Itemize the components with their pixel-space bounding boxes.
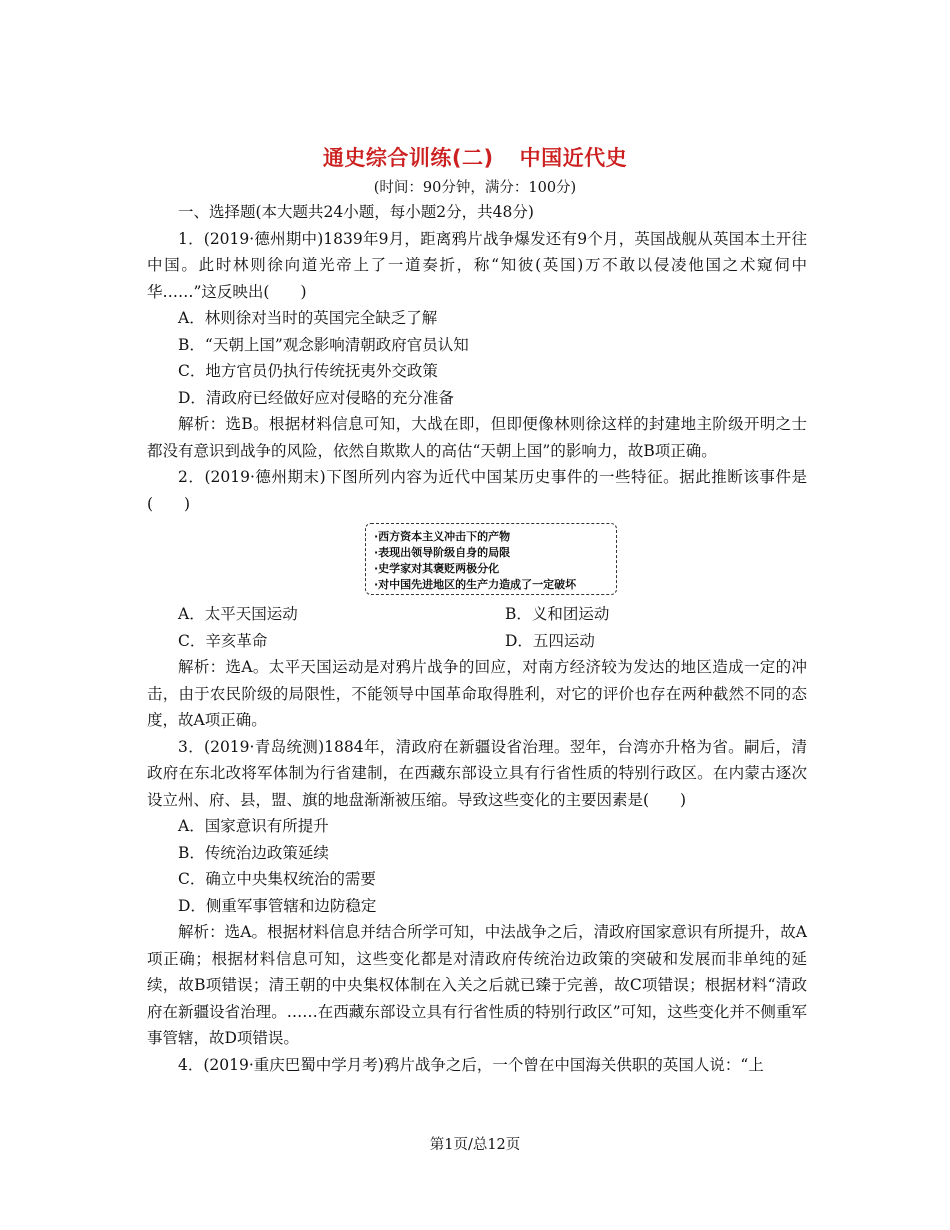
exam-info: (时间：90分钟，满分：100分) (373, 180, 577, 196)
title-main: 通史综合训练(二) (322, 146, 494, 170)
q2-analysis: 解析：选A。太平天国运动是对鸦片战争的回应，对南方经济较为发达的地区造成一定的冲击，由于农民阶级的局限性，不能领导中国革命取得胜利，对它的评价也存在两种截然不同的态度，故A项正确。 (147, 658, 807, 729)
page-title (0, 142, 950, 172)
q2-options-row-1 (147, 601, 807, 628)
q2-option-a: A．太平天国运动 (178, 605, 298, 623)
q2-option-d: D．五四运动 (505, 631, 595, 650)
q2-option-c: C．辛亥革命 (178, 631, 268, 650)
q1-option-a: A．林则徐对当时的英国完全缺乏了解 (178, 309, 438, 327)
question-content (147, 199, 807, 1078)
q3-analysis: 解析：选A。根据材料信息并结合所学可知，中法战争之后，清政府国家意识有所提升，故A项正确；根据材料信息可知，这些变化都是对清政府传统治边政策的突破和发展而非单纯的延续，故B项错误；清王朝的中央集权体制在入关之后就已臻于完善，故C项错误；根据材料“清政府在新疆设省治理。……在西藏东部设立具有行省性质的特别行政区”可知，这些变化并不侧重军事管辖，故D项错误。 (147, 923, 807, 1047)
page-number: 第1页/总12页 (429, 1137, 521, 1153)
q2-option-b: B．义和团运动 (505, 605, 610, 623)
q2-box-item: ·史学家对其褒贬两极分化 (374, 562, 500, 575)
q1-option-d: D．清政府已经做好应对侵略的充分准备 (178, 388, 454, 407)
q3-stem: 3．(2019·青岛统测)1884年，清政府在新疆设省治理。翌年，台湾亦升格为省。嗣后，清政府在东北改将军体制为行省建制，在西藏东部设立具有行省性质的特别行政区。在内蒙古逐次设立州、府、县，盟、旗的地盘渐渐被压缩。导致这些变化的主要因素是( ) (147, 737, 807, 809)
q4-stem: 4．(2019·重庆巴蜀中学月考)鸦片战争之后，一个曾在中国海关供职的英国人说：“上 (178, 1055, 764, 1074)
q1-option-b: B．“天朝上国”观念影响清朝政府官员认知 (178, 335, 469, 354)
q2-box-item: ·西方资本主义冲击下的产物 (374, 530, 511, 543)
q1-option-c: C．地方官员仍执行传统抚夷外交政策 (178, 362, 438, 380)
q2-options-row-2 (147, 628, 807, 655)
title-sub: 中国近代史 (519, 146, 628, 170)
q3-option-d: D．侧重军事管辖和边防稳定 (178, 896, 377, 915)
q2-box-item: ·对中国先进地区的生产力造成了一定破坏 (374, 578, 577, 591)
section-heading: 一、选择题(本大题共24小题，每小题2分，共48分) (178, 203, 534, 221)
q2-feature-box (365, 523, 617, 595)
q2-figure (147, 517, 807, 601)
q2-stem: 2．(2019·德州期末)下图所列内容为近代中国某历史事件的一些特征。据此推断该事件是( ) (147, 468, 807, 513)
q2-box-item: ·表现出领导阶级自身的局限 (374, 546, 511, 559)
q3-option-b: B．传统治边政策延续 (178, 843, 329, 862)
q3-option-c: C．确立中央集权统治的需要 (178, 870, 376, 888)
q1-stem: 1．(2019·德州期中)1839年9月，距离鸦片战争爆发还有9个月，英国战舰从英国本土开往中国。此时林则徐向道光帝上了一道奏折，称“知彼(英国)万不敢以侵凌他国之术窥伺中华……”这反映出( ) (147, 229, 807, 301)
q3-option-a: A．国家意识有所提升 (178, 817, 329, 835)
q1-analysis: 解析：选B。根据材料信息可知，大战在即，但即便像林则徐这样的封建地主阶级开明之士都没有意识到战争的风险，依然自欺欺人的高估“天朝上国”的影响力，故B项正确。 (147, 415, 807, 460)
